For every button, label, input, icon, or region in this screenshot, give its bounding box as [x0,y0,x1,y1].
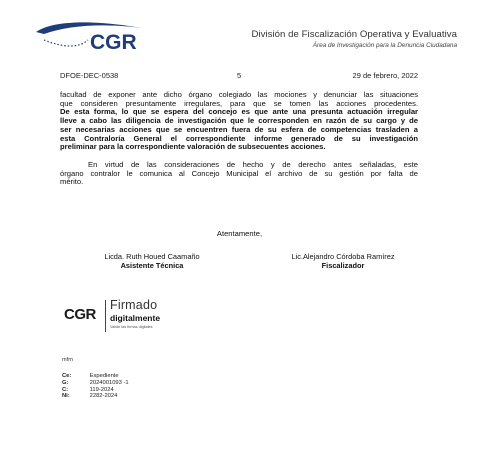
letter-body [60,91,418,187]
stamp-firmado: Firmado [110,298,158,312]
copy-label: G: [62,379,69,386]
document-date: 29 de febrero, 2022 [352,71,418,80]
signer-name: Lic.Alejandro Córdoba Ramírez [291,252,395,261]
copy-row [62,387,129,394]
body-line: que consideren presuntamente irregulares, para que se tomen las acciones procedentes. [60,98,418,108]
copy-row [62,393,129,400]
signature-block-left [82,252,222,270]
signer-role: Asistente Técnica [120,261,184,270]
header-department [251,29,457,49]
paragraph-2 [60,161,418,187]
body-line: facultad de exponer ante dicho órgano colegiado las mociones y denunciar las situaciones [60,90,418,99]
body-line: mérito. [60,177,84,187]
department-area: Área de Investigación para la Denuncia Ciudadana [312,42,457,49]
copy-value: Expediente [89,373,119,379]
copy-value: 2282-2024 [89,393,118,400]
stamp-divider [105,300,106,332]
page-number: 5 [237,71,242,80]
stamp-digitalmente: digitalmente [110,313,161,323]
copy-label: Ni: [62,393,70,400]
stamp-logo: CGR [64,306,96,323]
body-line-bold: ser necesarias acciones que se encuentren fuera de su esfera de competencias trasladen a [60,124,418,134]
copy-label: C: [62,386,69,393]
signature-block-right [268,252,418,270]
copy-label: Ce: [62,373,72,379]
body-line: órgano contralor le comunica al Concejo Municipal el archivo de su gestión por falta de [60,168,418,178]
logo-text: CGR [90,31,137,54]
closing-salutation: Atentamente, [216,229,263,238]
body-line-bold: lleve a cabo las diligencia de investigación que le corresponden en razón de su cargo y de [60,116,418,126]
body-line-bold: preliminar para la correspondiente valoración de subsecuentes acciones. [60,142,326,152]
cgr-logo-icon [34,18,144,54]
cgr-logo [34,18,144,54]
copies-list [62,373,129,400]
copy-row [62,373,129,380]
copy-value: 119-2024 [89,386,114,393]
department-title: División de Fiscalización Operativa y Evaluativa [251,29,457,40]
digital-signature-stamp [64,296,184,336]
body-line-bold: De esta forma, lo que se espera del concejo es que ante una presunta actuación irregular [60,107,418,117]
stamp-validate-text: Valide las firmas digitales [110,325,153,329]
reference-code: DFOE-DEC-0538 [60,71,119,80]
paragraph-1 [60,91,418,152]
body-line-bold: esta Contraloría General el correspondiente informe generado de su investigación [60,133,418,143]
copy-value: 2024001093 -1 [89,379,129,386]
typist-initials: mfm [62,357,73,363]
signer-role: Fiscalizador [321,261,365,270]
signer-name: Licda. Ruth Houed Caamaño [104,252,200,261]
body-line: En virtud de las consideraciones de hecho y de derecho antes señaladas, este [88,159,418,169]
copy-row [62,380,129,387]
